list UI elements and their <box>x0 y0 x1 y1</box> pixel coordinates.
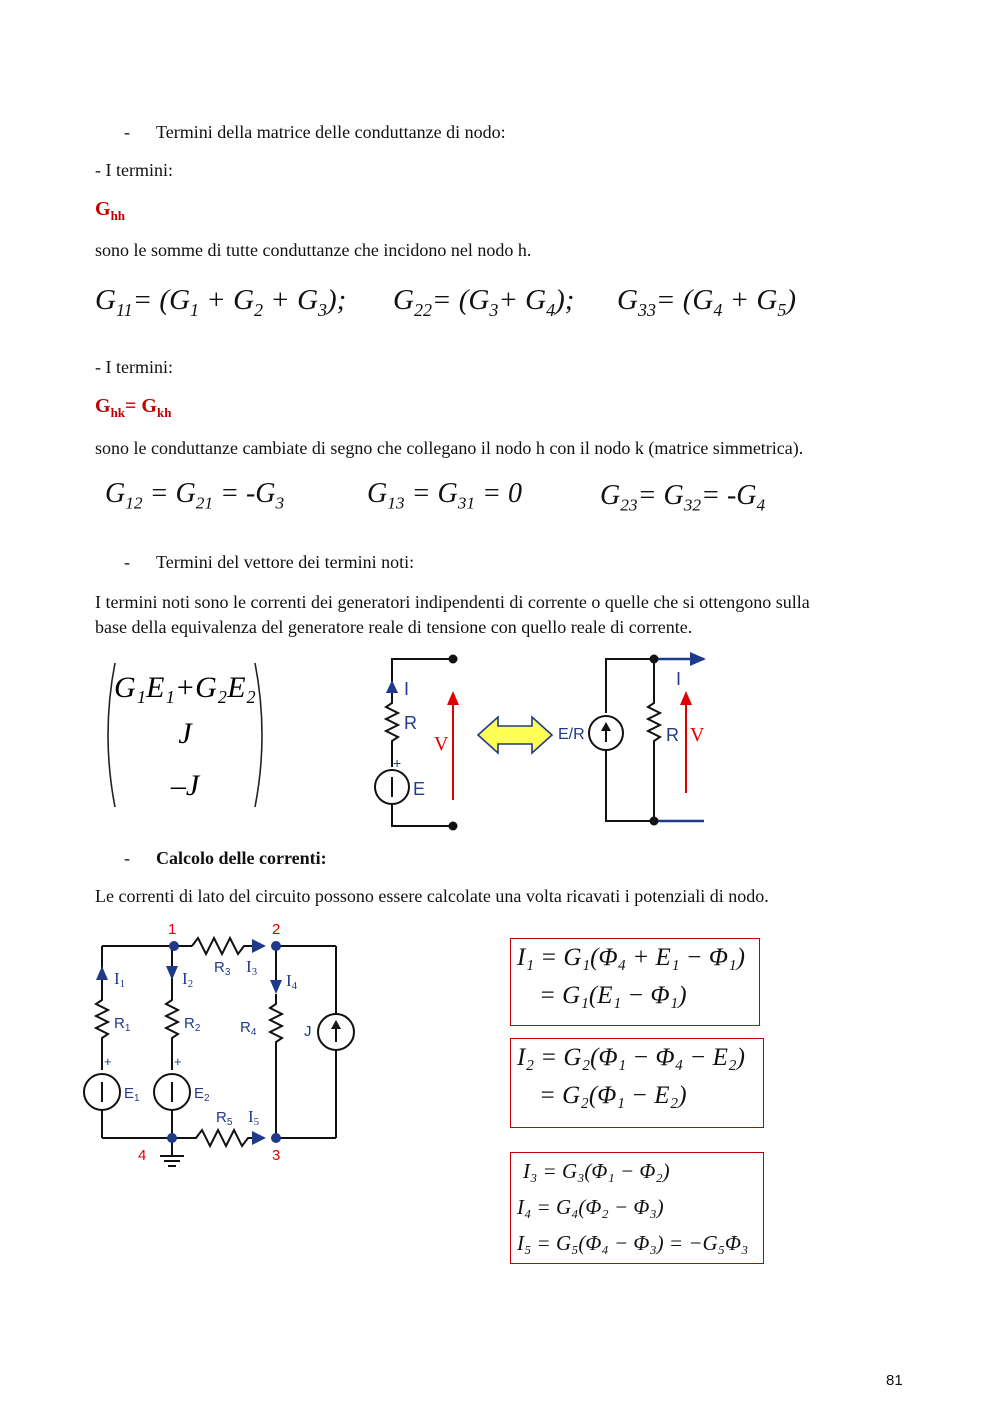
known-terms-vector <box>95 655 285 815</box>
label-E-over-R: E/R <box>558 726 585 743</box>
formula-i2-line-1: I₂ = G₂(Φ₁ − Φ₄ − E₂) <box>517 1044 745 1071</box>
node-1 <box>169 941 179 951</box>
current-arrow-icon <box>386 680 398 693</box>
node-3 <box>271 1133 281 1143</box>
terms-label: - I termini: <box>95 160 173 180</box>
equation-g13: $G_{13} = G_{31} = 0$ <box>367 478 522 513</box>
bullet-text-current-calculation: Calcolo delle correnti: <box>156 848 327 868</box>
formula-box-i3-i4-i5 <box>510 1152 764 1264</box>
label-I2: I2 <box>182 969 194 990</box>
formula-i2-line-2: = G₂(Φ₁ − E₂) <box>539 1082 687 1109</box>
label-V: V <box>434 733 449 755</box>
node-3-label: 3 <box>272 1147 281 1164</box>
vector-row-2: J <box>178 717 192 750</box>
label-R2: $R_2$ <box>184 1015 201 1034</box>
node-4-label: 4 <box>138 1147 147 1164</box>
right-parenthesis <box>255 663 262 807</box>
formula-box-i1 <box>510 938 760 1026</box>
current-arrow-i2-icon <box>166 966 178 980</box>
label-I: I <box>404 679 410 699</box>
bullet-dash: - <box>124 122 130 142</box>
label-E2: $E_2$ <box>194 1085 210 1104</box>
label-I5: I5 <box>248 1107 260 1128</box>
vector-row-3: –J <box>170 769 200 802</box>
formula-i5: I₅ = G₅(Φ₄ − Φ₃) = −G₅Φ₃ <box>517 1231 749 1255</box>
node-4 <box>167 1133 177 1143</box>
equation-g33: $G_{33}= (G_4 + G_5)$ <box>617 284 796 320</box>
voltage-arrow-icon <box>447 691 459 705</box>
equation-g23: $G_{23}= G_{32}= -G_4$ <box>600 480 766 515</box>
ghk-symbol: $G_{hk}= G_{kh}$ <box>95 395 172 420</box>
sum-description: sono le somme di tutte conduttanze che incidono nel nodo h. <box>95 240 532 260</box>
label-R5: $R_5$ <box>216 1109 233 1128</box>
ghh-symbol: $G_{hh}$ <box>95 198 126 223</box>
label-J: J <box>304 1023 312 1040</box>
label-plus: + <box>393 755 402 771</box>
node-2 <box>271 941 281 951</box>
label-plus-e1: + <box>104 1054 112 1069</box>
formula-box-i2 <box>510 1038 764 1128</box>
bullet-text-known-terms: Termini del vettore dei termini noti: <box>156 552 415 572</box>
bullet-text-conductance-matrix: Termini della matrice delle conduttanze di nodo: <box>156 122 506 142</box>
nodal-circuit-diagram <box>80 918 380 1178</box>
voltage-source-circuit <box>375 655 459 831</box>
label-R1: $R_1$ <box>114 1015 131 1034</box>
output-current-arrow-icon <box>690 652 706 666</box>
label-E: E <box>413 779 426 799</box>
label-I3: I3 <box>246 957 258 978</box>
paragraph-branch-currents: Le correnti di lato del circuito possono essere calcolate una volta ricavati i potenziali di nodo. <box>95 886 769 906</box>
mutual-description: sono le conduttanze cambiate di segno che collegano il nodo h con il nodo k (matrice simmetrica). <box>95 438 804 458</box>
resistor-r3-icon <box>192 938 256 954</box>
label-I-output: I <box>676 669 682 689</box>
current-arrow-i4-icon <box>270 980 282 994</box>
resistor-r4-icon <box>270 994 282 1138</box>
current-source-circuit <box>558 652 706 826</box>
node-2-label: 2 <box>272 921 281 938</box>
label-R-parallel: R <box>666 725 679 745</box>
formula-i1-line-1: I₁ = G₁(Φ₄ + E₁ − Φ₁) <box>517 944 745 971</box>
label-V-output: V <box>690 724 705 746</box>
equation-g11: $G_{11}= (G_1 + G_2 + G_3)$; <box>95 284 347 320</box>
resistor-r5-icon <box>172 1130 256 1146</box>
current-arrow-i1-icon <box>96 966 108 980</box>
label-R3: $R_3$ <box>214 959 231 978</box>
page-number: 81 <box>886 1372 903 1389</box>
bullet-dash: - <box>124 848 130 868</box>
equivalence-double-arrow-icon <box>478 717 552 753</box>
label-R: R <box>404 713 417 733</box>
formula-i3: I₃ = G₃(Φ₁ − Φ₂) <box>523 1159 670 1183</box>
bullet-dash: - <box>124 552 130 572</box>
vector-row-1: G₁E₁+G₂E₂ <box>114 671 256 704</box>
label-I1: I1 <box>114 969 126 990</box>
paragraph-known-terms-1: I termini noti sono le correnti dei generatori indipendenti di corrente o quelle che si ottengono sulla <box>95 592 810 612</box>
terms-label-2: - I termini: <box>95 357 173 377</box>
equation-g12: $G_{12} = G_{21} = -G_3$ <box>105 478 285 513</box>
label-I4: I4 <box>286 971 298 992</box>
node-1-label: 1 <box>168 921 177 938</box>
equation-g22: $G_{22}= (G_3+ G_4)$; <box>393 284 575 320</box>
source-equivalence-diagram <box>360 645 720 835</box>
paragraph-known-terms-2: base della equivalenza del generatore reale di tensione con quello reale di corrente. <box>95 617 693 637</box>
label-R4: $R_4$ <box>240 1019 257 1038</box>
label-E1: $E_1$ <box>124 1085 140 1104</box>
parallel-resistor-icon <box>648 659 660 821</box>
formula-i1-line-2: = G₁(E₁ − Φ₁) <box>539 982 687 1009</box>
formula-i4: I₄ = G₄(Φ₂ − Φ₃) <box>517 1195 664 1219</box>
label-plus-e2: + <box>174 1054 182 1069</box>
